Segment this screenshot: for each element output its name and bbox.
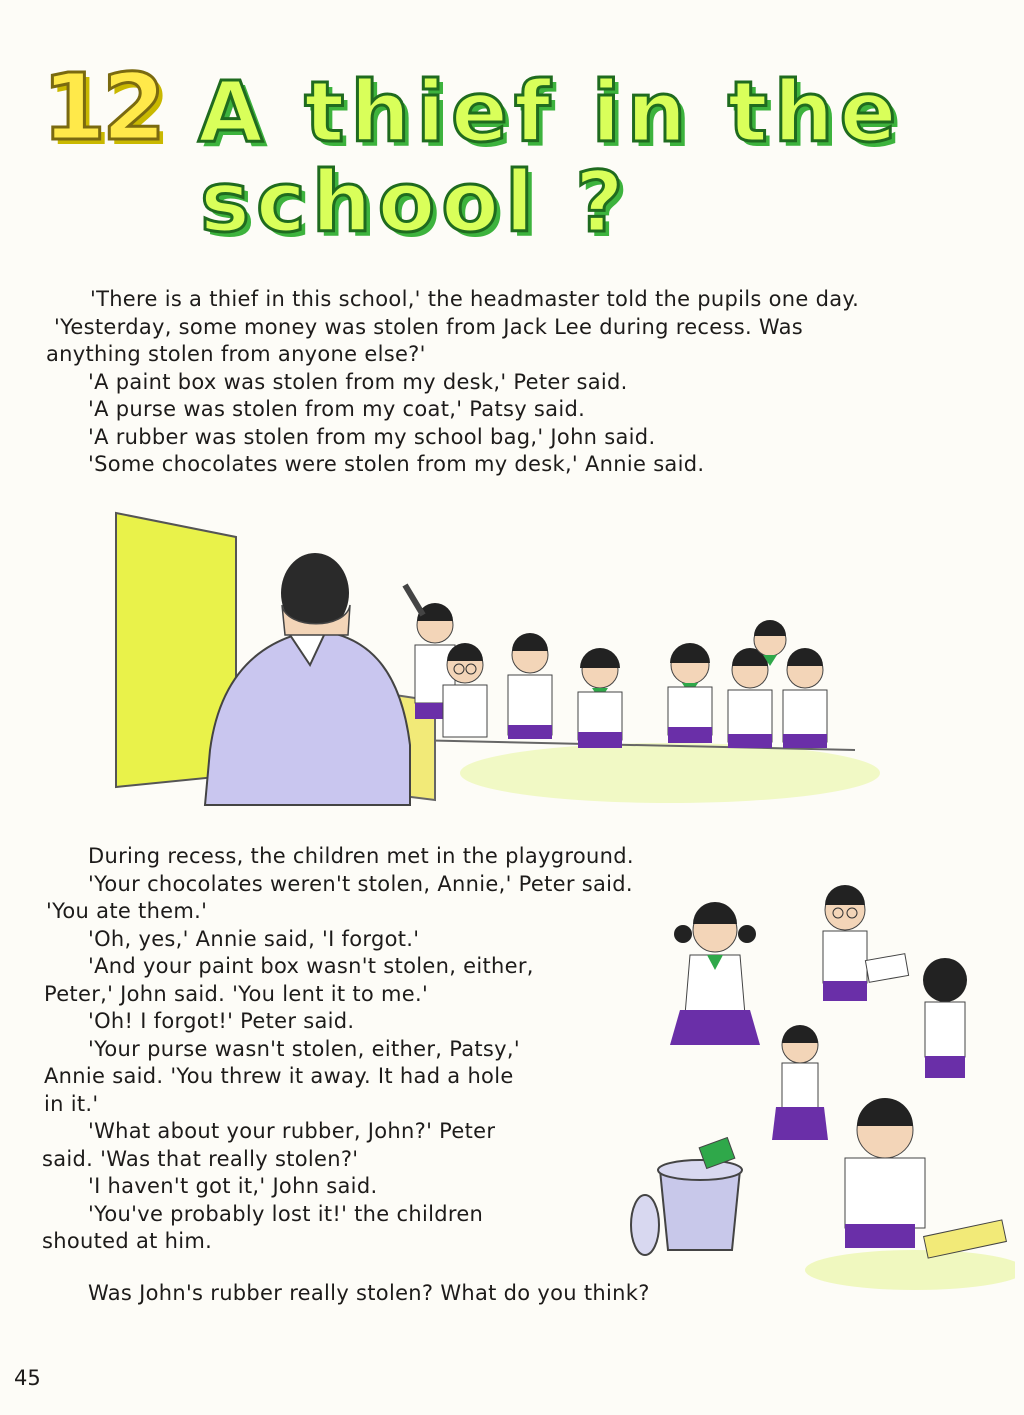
story-line: 'What about your rubber, John?' Peter [88, 1119, 496, 1143]
lesson-title-line-1: A thief in the [198, 63, 903, 161]
page-number: 45 [14, 1366, 41, 1390]
story-line: 'I haven't got it,' John said. [88, 1174, 378, 1198]
story-line: in it.' [44, 1091, 99, 1116]
story-line: shouted at him. [42, 1229, 213, 1253]
lesson-title-line-2: school ? [200, 153, 630, 251]
intro-line: 'There is a thief in this school,' the headmaster told the pupils one day. [90, 287, 860, 311]
intro-line: anything stolen from anyone else?' [46, 342, 426, 366]
story-line: 'You ate them.' [46, 899, 208, 923]
story-text [42, 843, 634, 1256]
story-line: 'And your paint box wasn't stolen, either, [88, 954, 534, 978]
playground-illustration [615, 870, 1015, 1290]
story-line: 'Oh! I forgot!' Peter said. [88, 1009, 355, 1033]
intro-line: 'Yesterday, some money was stolen from Jack Lee during recess. Was [54, 314, 804, 339]
intro-line: 'A rubber was stolen from my school bag,' John said. [88, 424, 656, 449]
intro-line: 'A paint box was stolen from my desk,' Peter said. [88, 369, 628, 394]
story-line: 'Your purse wasn't stolen, either, Patsy,' [88, 1036, 520, 1061]
classroom-illustration [110, 505, 880, 825]
story-line: Annie said. 'You threw it away. It had a hole [44, 1064, 514, 1088]
intro-line: 'A purse was stolen from my coat,' Patsy said. [88, 397, 586, 421]
story-line: 'Your chocolates weren't stolen, Annie,' Peter said. [88, 871, 633, 896]
story-line: 'You've probably lost it!' the children [88, 1201, 484, 1226]
story-line: said. 'Was that really stolen?' [42, 1146, 359, 1171]
lesson-number: 12 [42, 54, 163, 161]
story-line: Peter,' John said. 'You lent it to me.' [44, 981, 429, 1006]
pupils-group [405, 585, 827, 748]
story-line: During recess, the children met in the playground. [88, 844, 634, 868]
intro-line: 'Some chocolates were stolen from my desk,' Annie said. [88, 452, 705, 476]
closing-question: Was John's rubber really stolen? What do you think? [88, 1281, 650, 1305]
story-line: 'Oh, yes,' Annie said, 'I forgot.' [88, 926, 420, 951]
intro-text [46, 286, 859, 479]
